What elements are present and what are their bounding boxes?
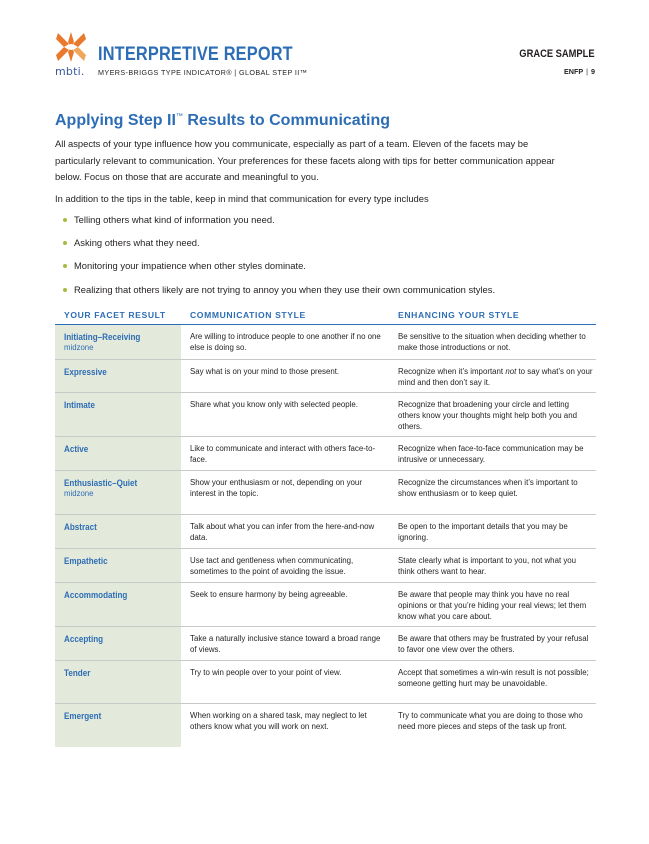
bullet-text: Asking others what they need. — [74, 237, 200, 249]
bullet-text: Realizing that others likely are not trying to annoy you when they use their own communication styles. — [74, 283, 496, 295]
facet-cell — [55, 627, 181, 660]
enhancing-style-cell: Recognize that broadening your circle and letting others know your thoughts might help both you and others. — [398, 400, 577, 432]
communication-style-cell: Are willing to introduce people to one another if no one else is doing so. — [190, 332, 381, 353]
list-item — [63, 258, 495, 281]
facet-name: Accommodating — [64, 590, 128, 600]
enhancing-style-cell: Be aware that others may be frustrated by your refusal to favor one view over the others. — [398, 634, 589, 655]
tips-list — [63, 212, 495, 305]
facet-name: Accepting — [64, 634, 104, 644]
facet-cell — [55, 471, 181, 514]
type-and-page — [564, 67, 595, 76]
facet-cell — [55, 661, 181, 703]
table-row — [55, 471, 596, 515]
enhancing-style-cell: Be open to the important details that you may be ignoring. — [398, 522, 568, 543]
column-header-facet: YOUR FACET RESULT — [64, 310, 166, 320]
table-row — [55, 515, 596, 549]
communication-style-cell: Use tact and gentleness when communicating, sometimes to the point of avoiding the issue. — [190, 556, 354, 577]
facet-name: Initiating–Receiving — [64, 332, 141, 342]
facet-name: Intimate — [64, 400, 96, 410]
header-separator: | — [586, 67, 588, 76]
table-row — [55, 360, 596, 393]
facet-name: Empathetic — [64, 556, 108, 566]
enhancing-style-cell: Be sensitive to the situation when deciding whether to make those introductions or not. — [398, 332, 586, 353]
report-subtitle: MYERS-BRIGGS TYPE INDICATOR® | GLOBAL STEP II™ — [98, 68, 308, 77]
bullet-icon — [63, 218, 67, 222]
trademark-mark: ™ — [175, 113, 183, 120]
table-row — [55, 627, 596, 661]
bullet-text: Telling others what kind of information you need. — [74, 214, 275, 225]
facet-name: Expressive — [64, 367, 107, 377]
communication-style-cell: Seek to ensure harmony by being agreeable. — [190, 590, 348, 599]
bullet-icon — [63, 241, 67, 245]
logo-wordmark: mbti. — [55, 65, 85, 78]
enhancing-style-cell — [398, 366, 593, 388]
communication-style-cell: Say what is on your mind to those present. — [190, 367, 340, 376]
table-row — [55, 661, 596, 704]
enhancing-style-cell: Be aware that people may think you have no real opinions or that you’re hiding your real views; let them know what you care about. — [398, 590, 587, 622]
bullet-icon — [63, 264, 67, 268]
section-title-text: Applying Step II — [55, 112, 176, 129]
communication-style-cell: Try to win people over to your point of view. — [190, 668, 342, 677]
communication-table — [55, 306, 596, 747]
enhancing-style-cell: Recognize the circumstances when it’s important to show enthusiasm or to keep quiet. — [398, 478, 578, 499]
list-item — [63, 212, 495, 235]
section-title-tail: Results to Communicating — [182, 112, 391, 129]
facet-cell — [55, 393, 181, 436]
facet-zone: midzone — [64, 489, 94, 498]
enhancing-style-cell: Accept that sometimes a win-win result is not possible; someone getting hurt may be unavoidable. — [398, 668, 589, 689]
table-row — [55, 549, 596, 583]
enhancing-text: to say what’s on your mind and then don’t say it. — [398, 367, 593, 388]
page-number: 9 — [591, 67, 595, 76]
facet-cell — [55, 437, 181, 470]
facet-zone: midzone — [64, 343, 94, 352]
list-item — [63, 282, 495, 305]
facet-cell — [55, 583, 181, 626]
bullet-text: Monitoring your impatience when other styles dominate. — [74, 260, 306, 272]
communication-style-cell: Show your enthusiasm or not, depending on your interest in the topic. — [190, 478, 362, 499]
facet-cell — [55, 704, 181, 747]
facet-cell — [55, 549, 181, 582]
type-code: ENFP — [563, 67, 584, 76]
bullet-icon — [63, 288, 67, 292]
facet-cell — [55, 515, 181, 548]
communication-style-cell: Like to communicate and interact with others face-to-face. — [190, 444, 376, 465]
facet-name: Abstract — [64, 522, 97, 532]
intro-paragraph-2: In addition to the tips in the table, keep in mind that communication for every type includes — [55, 193, 429, 204]
table-body — [55, 325, 596, 747]
facet-name: Tender — [64, 668, 91, 678]
facet-name: Emergent — [64, 711, 102, 721]
section-title — [55, 112, 390, 130]
table-row — [55, 583, 596, 627]
facet-cell — [55, 360, 181, 392]
column-header-enhancing: ENHANCING YOUR STYLE — [398, 310, 520, 320]
intro-paragraph: All aspects of your type influence how you communicate, especially as part of a team. Eleven of the facets may be particularly relevant to communication. Your preferences for these facets along with tips for better communication appear below. Focus on those that are accurate and meaningful to you. — [55, 138, 555, 183]
emphasis-text: not — [505, 367, 517, 376]
enhancing-style-cell: Recognize when face-to-face communication may be intrusive or unnecessary. — [398, 444, 584, 465]
facet-name: Active — [64, 444, 89, 454]
table-row — [55, 393, 596, 437]
table-row — [55, 437, 596, 471]
table-row — [55, 704, 596, 747]
communication-style-cell: When working on a shared task, may neglect to let others know what you will work on next. — [190, 711, 367, 732]
enhancing-style-cell: State clearly what is important to you, not what you think others want to hear. — [398, 556, 577, 577]
table-row — [55, 325, 596, 360]
person-name: GRACE SAMPLE — [519, 48, 595, 60]
facet-cell — [55, 325, 181, 359]
table-header — [55, 306, 596, 325]
enhancing-text: Recognize when it’s important — [398, 367, 506, 376]
column-header-communication: COMMUNICATION STYLE — [190, 310, 306, 320]
enhancing-style-cell: Try to communicate what you are doing to those who need more pieces and steps of the task up front. — [398, 711, 583, 732]
communication-style-cell: Talk about what you can infer from the here-and-now data. — [190, 522, 375, 543]
communication-style-cell: Share what you know only with selected people. — [190, 400, 358, 409]
facet-name: Enthusiastic–Quiet — [64, 478, 138, 488]
list-item — [63, 235, 495, 258]
communication-style-cell: Take a naturally inclusive stance toward a broad range of views. — [190, 634, 381, 655]
report-title: INTERPRETIVE REPORT — [98, 44, 293, 65]
